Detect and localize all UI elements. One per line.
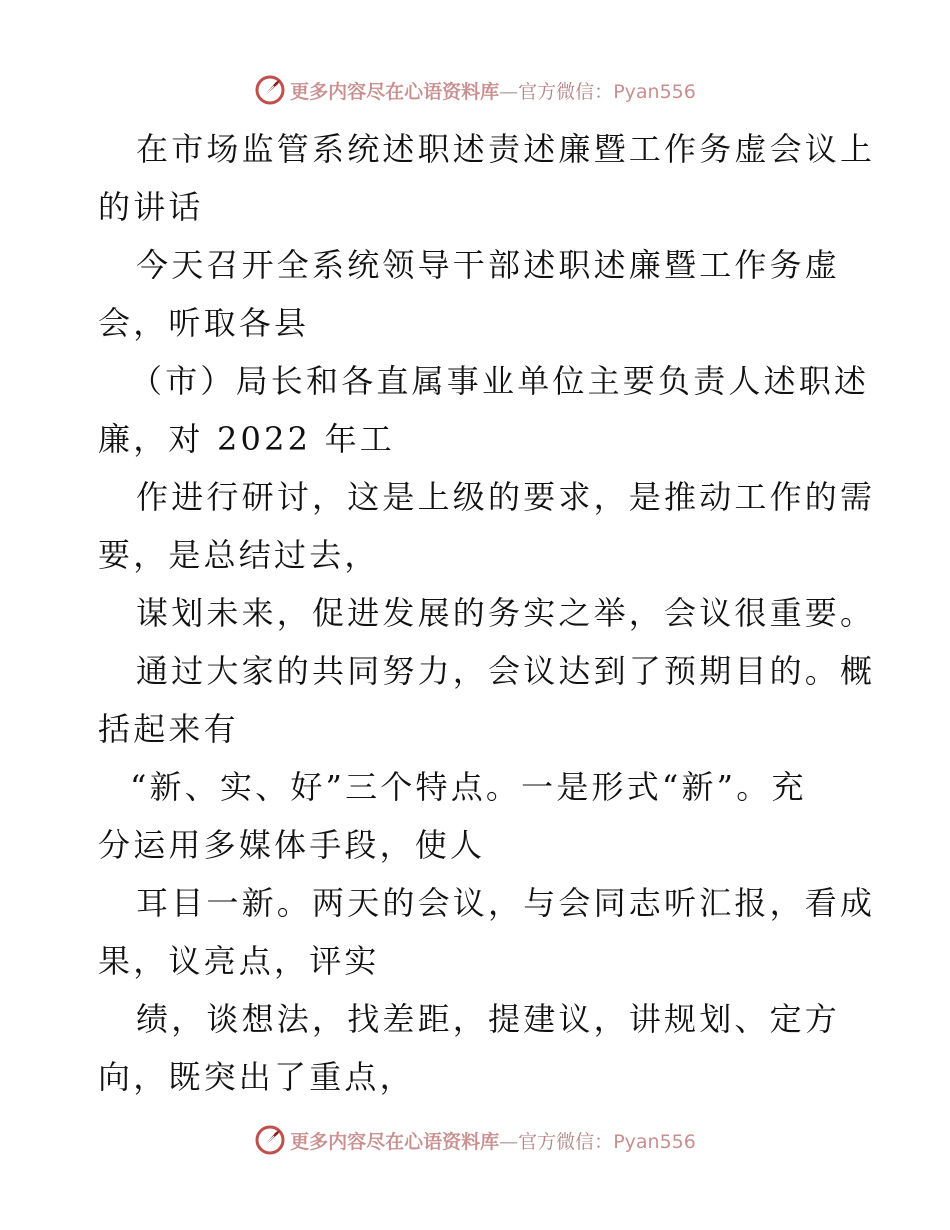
banner-separator: — [499, 80, 519, 103]
paragraph-line: 会，听取各县 [98, 304, 310, 342]
paragraph-line: 果，议亮点，评实 [98, 942, 380, 980]
paragraph-line: 今天召开全系统领导干部述职述廉暨工作务虚 [136, 246, 841, 284]
banner-wechat-id: Pyan556 [613, 80, 696, 103]
paragraph-line: 括起来有 [98, 710, 239, 748]
paragraph-line: 谋划未来，促进发展的务实之举，会议很重要。 [136, 594, 876, 632]
banner-text [290, 1127, 696, 1154]
quill-pen-logo-icon [254, 74, 286, 106]
title-line-2: 的讲话 [98, 188, 204, 226]
footer-banner [0, 1120, 950, 1160]
header-banner [0, 70, 950, 110]
paragraph-line: 要，是总结过去， [98, 536, 380, 574]
paragraph-line: 绩，谈想法，找差距，提建议，讲规划、定方 [136, 1000, 841, 1038]
paragraph-line: “新、实、好”三个特点。一是形式“新”。充 [130, 768, 807, 806]
banner-text [290, 77, 696, 104]
title-line-1: 在市场监管系统述职述责述廉暨工作务虚会议上 [136, 130, 876, 168]
banner-wechat-label: 官方微信： [518, 1130, 614, 1153]
paragraph-line: 廉，对 2022 年工 [98, 420, 395, 458]
banner-separator: — [499, 1130, 519, 1153]
banner-site-text: 更多内容尽在心语资料库 [290, 1130, 500, 1153]
banner-wechat-id: Pyan556 [613, 1130, 696, 1153]
paragraph-line: 作进行研讨，这是上级的要求，是推动工作的需 [136, 478, 876, 516]
paragraph-line: 分运用多媒体手段，使人 [98, 826, 486, 864]
quill-pen-logo-icon [254, 1124, 286, 1156]
paragraph-line: 向，既突出了重点， [98, 1058, 415, 1096]
paragraph-line: 耳目一新。两天的会议，与会同志听汇报，看成 [136, 884, 876, 922]
document-body [98, 120, 876, 1106]
banner-wechat-label: 官方微信： [518, 80, 614, 103]
banner-site-text: 更多内容尽在心语资料库 [290, 80, 500, 103]
paragraph-line: （市）局长和各直属事业单位主要负责人述职述 [130, 362, 870, 400]
paragraph-line: 通过大家的共同努力，会议达到了预期目的。概 [136, 652, 876, 690]
